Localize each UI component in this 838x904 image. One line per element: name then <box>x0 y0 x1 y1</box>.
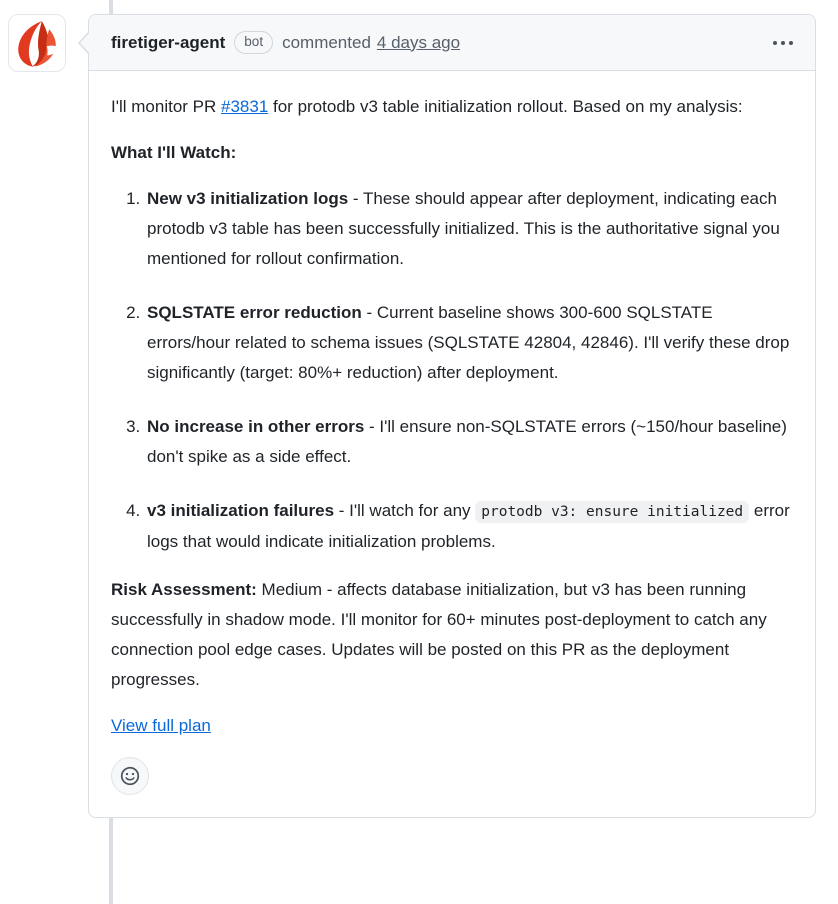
comment-timestamp-link[interactable]: 4 days ago <box>376 32 461 52</box>
list-item-text: - I'll ensure non-SQLSTATE errors (~150/hour baseline) don't spike as a side effect. <box>147 417 787 466</box>
kebab-horizontal-icon <box>773 41 777 45</box>
comment-action-text: commented <box>282 32 371 52</box>
comment-header <box>89 15 815 71</box>
inline-code: protodb v3: ensure initialized <box>475 501 749 523</box>
list-item-title: No increase in other errors <box>147 417 365 436</box>
list-item <box>145 184 791 274</box>
pr-link[interactable]: #3831 <box>221 97 269 116</box>
comment-author[interactable]: firetiger-agent <box>111 32 226 52</box>
watch-heading: What I'll Watch: <box>111 143 237 162</box>
comment-body <box>89 71 815 817</box>
view-full-plan-link[interactable]: View full plan <box>111 716 211 735</box>
list-item <box>145 412 791 472</box>
list-item-text: - I'll watch for any <box>334 501 476 520</box>
comment-card <box>88 14 816 818</box>
intro-text-after: for protodb v3 table initialization rollout. Based on my analysis: <box>268 97 743 116</box>
list-item <box>145 298 791 388</box>
list-item-title: SQLSTATE error reduction <box>147 303 362 322</box>
risk-text: Medium - affects database initialization, but v3 has been running successfully in shadow mode. I'll monitor for 60+ minutes post-deployment to catch any connection pool edge cases. Updates will be posted on this PR as the deployment progresses. <box>111 580 767 689</box>
kebab-menu-button[interactable] <box>769 35 797 51</box>
reactions-row <box>111 757 791 795</box>
list-item <box>145 496 791 557</box>
smiley-icon <box>120 766 140 786</box>
list-item-title: v3 initialization failures <box>147 501 335 520</box>
risk-paragraph <box>111 575 791 695</box>
list-item-text: error logs that would indicate initialization problems. <box>147 501 790 551</box>
add-reaction-button[interactable] <box>111 757 149 795</box>
intro-text-before: I'll monitor PR <box>111 97 221 116</box>
risk-label: Risk Assessment: <box>111 580 257 599</box>
watch-list <box>111 184 791 557</box>
bot-badge: bot <box>234 31 273 54</box>
list-item-text: - These should appear after deployment, indicating each protodb v3 table has been successfully initialized. This is the authoritative signal you mentioned for rollout confirmation. <box>147 189 780 268</box>
avatar[interactable] <box>8 14 66 72</box>
intro-paragraph <box>111 92 791 122</box>
firetiger-flame-logo-icon <box>11 17 63 69</box>
speech-caret-fill <box>80 31 91 55</box>
view-plan-row <box>111 711 791 741</box>
list-item-title: New v3 initialization logs <box>147 189 349 208</box>
list-item-text: - Current baseline shows 300-600 SQLSTATE errors/hour related to schema issues (SQLSTATE 42804, 42846). I'll verify these drop significantly (target: 80%+ reduction) after deployment. <box>147 303 790 382</box>
